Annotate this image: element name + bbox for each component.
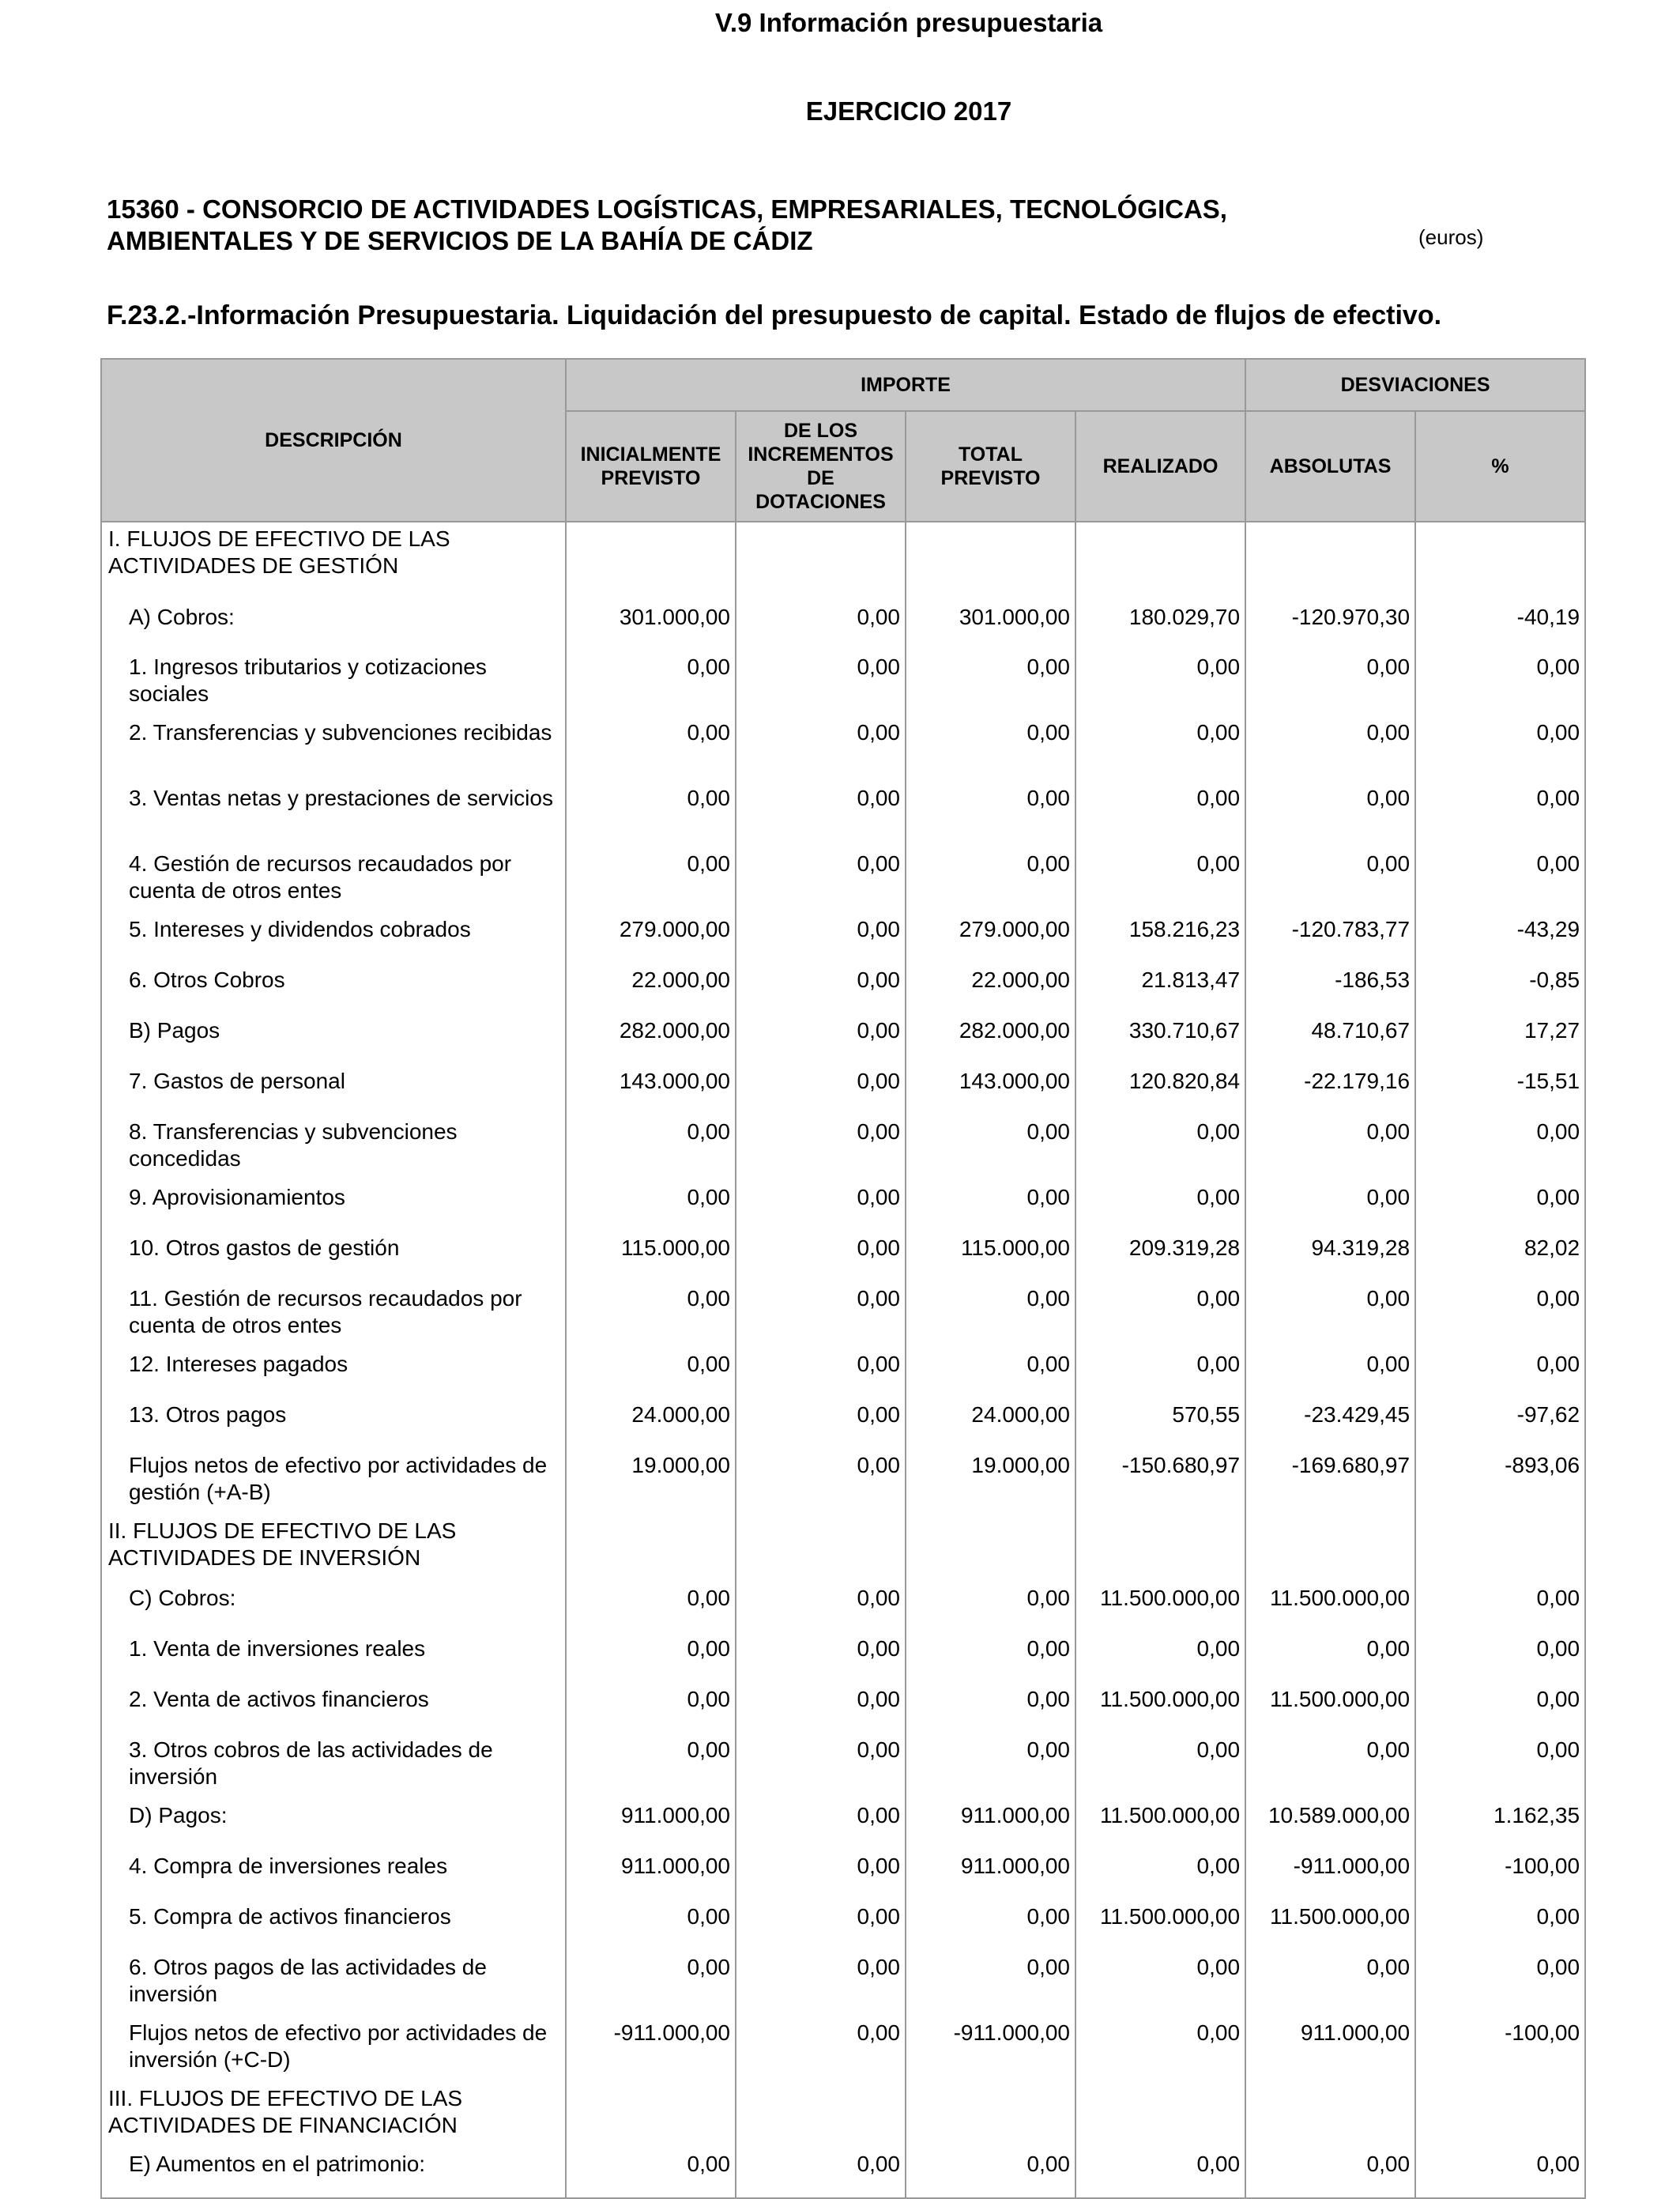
entity-name-line2: AMBIENTALES Y DE SERVICIOS DE LA BAHÍA DE CÁDIZ <box>107 226 813 255</box>
cell-inicialmente-previsto: 0,00 <box>566 1951 736 2016</box>
cell-desviacion-absoluta: 0,00 <box>1245 1115 1415 1181</box>
row-description <box>101 2148 566 2198</box>
header-total-previsto <box>906 411 1075 522</box>
cell-desviacion-absoluta: 0,00 <box>1245 1951 1415 2016</box>
table-row <box>101 601 1585 651</box>
row-description <box>101 1850 566 1900</box>
cell-inicialmente-previsto: 143.000,00 <box>566 1065 736 1115</box>
row-description <box>101 847 566 913</box>
table-row <box>101 1632 1585 1683</box>
cell-realizado: 0,00 <box>1075 1115 1245 1181</box>
cell-desviacion-porcentaje: 0,00 <box>1415 1683 1585 1733</box>
cell-incrementos-dotaciones: 0,00 <box>736 1348 906 1398</box>
table-row <box>101 1733 1585 1799</box>
cell-desviacion-porcentaje: 0,00 <box>1415 716 1585 782</box>
cell-desviacion-absoluta: 0,00 <box>1245 1733 1415 1799</box>
fiscal-year: EJERCICIO 2017 <box>805 96 1012 126</box>
cell-desviacion-absoluta <box>1245 522 1415 601</box>
cell-incrementos-dotaciones: 0,00 <box>736 1733 906 1799</box>
table-row <box>101 1683 1585 1733</box>
row-description-text: 1. Ingresos tributarios y cotizaciones sociales <box>129 654 487 706</box>
row-description <box>101 1514 566 1582</box>
cell-desviacion-porcentaje: 0,00 <box>1415 2148 1585 2198</box>
header-porcentaje: % <box>1415 411 1585 522</box>
cell-inicialmente-previsto: 0,00 <box>566 847 736 913</box>
row-description <box>101 1282 566 1348</box>
row-description-text: 8. Transferencias y subvenciones concedidas <box>129 1119 458 1171</box>
cell-desviacion-absoluta: -120.970,30 <box>1245 601 1415 651</box>
cell-realizado <box>1075 1514 1245 1582</box>
cell-incrementos-dotaciones: 0,00 <box>736 1398 906 1449</box>
cell-realizado: 0,00 <box>1075 1181 1245 1232</box>
cell-desviacion-porcentaje: 0,00 <box>1415 1632 1585 1683</box>
cell-total-previsto: 22.000,00 <box>906 964 1075 1014</box>
row-description-text: 7. Gastos de personal <box>129 1069 345 1093</box>
header-text: INICIALMENTE <box>580 443 721 466</box>
cell-desviacion-absoluta: 11.500.000,00 <box>1245 1582 1415 1632</box>
cell-incrementos-dotaciones: 0,00 <box>736 651 906 716</box>
row-description <box>101 1065 566 1115</box>
cell-total-previsto: 0,00 <box>906 1181 1075 1232</box>
cell-realizado: 120.820,84 <box>1075 1065 1245 1115</box>
table-row <box>101 2082 1585 2148</box>
table-row <box>101 964 1585 1014</box>
cell-realizado: 158.216,23 <box>1075 913 1245 964</box>
cell-desviacion-absoluta <box>1245 2082 1415 2148</box>
cell-incrementos-dotaciones: 0,00 <box>736 1115 906 1181</box>
cell-total-previsto: 0,00 <box>906 1900 1075 1951</box>
cell-realizado: 0,00 <box>1075 716 1245 782</box>
cell-desviacion-porcentaje: -0,85 <box>1415 964 1585 1014</box>
row-description-text: E) Aumentos en el patrimonio: <box>129 2152 426 2176</box>
cell-inicialmente-previsto: 22.000,00 <box>566 964 736 1014</box>
table-row <box>101 1850 1585 1900</box>
table-header <box>101 359 1585 522</box>
row-description-text: B) Pagos <box>129 1018 220 1043</box>
header-desviaciones: DESVIACIONES <box>1245 359 1585 411</box>
cell-desviacion-absoluta: 0,00 <box>1245 1282 1415 1348</box>
row-description-text: A) Cobros: <box>129 605 235 629</box>
table-row <box>101 2016 1585 2082</box>
cell-desviacion-porcentaje: -100,00 <box>1415 1850 1585 1900</box>
cell-total-previsto: 0,00 <box>906 651 1075 716</box>
row-description <box>101 1733 566 1799</box>
cell-total-previsto: 911.000,00 <box>906 1850 1075 1900</box>
cell-realizado: 0,00 <box>1075 1850 1245 1900</box>
units-label: (euros) <box>1418 225 1484 249</box>
table-row <box>101 1115 1585 1181</box>
cell-total-previsto: 0,00 <box>906 1348 1075 1398</box>
table-row <box>101 782 1585 847</box>
cell-inicialmente-previsto: 115.000,00 <box>566 1232 736 1282</box>
cell-desviacion-absoluta: 911.000,00 <box>1245 2016 1415 2082</box>
header-text: DE LOS <box>783 420 858 442</box>
row-description <box>101 1398 566 1449</box>
header-text: PREVISTO <box>601 467 701 489</box>
cell-total-previsto: 19.000,00 <box>906 1449 1075 1514</box>
cell-desviacion-absoluta: 0,00 <box>1245 847 1415 913</box>
cell-realizado: 0,00 <box>1075 1282 1245 1348</box>
table-row <box>101 1282 1585 1348</box>
row-description <box>101 1181 566 1232</box>
cell-inicialmente-previsto: 19.000,00 <box>566 1449 736 1514</box>
cell-desviacion-absoluta: 48.710,67 <box>1245 1014 1415 1065</box>
cell-total-previsto: 0,00 <box>906 1683 1075 1733</box>
row-description <box>101 1582 566 1632</box>
cell-inicialmente-previsto: -911.000,00 <box>566 2016 736 2082</box>
cell-total-previsto <box>906 1514 1075 1582</box>
cell-total-previsto: 24.000,00 <box>906 1398 1075 1449</box>
row-description-text: I. FLUJOS DE EFECTIVO DE LAS ACTIVIDADES DE GESTIÓN <box>108 526 450 578</box>
cell-desviacion-porcentaje <box>1415 1514 1585 1582</box>
cell-realizado: 570,55 <box>1075 1398 1245 1449</box>
entity-name <box>107 194 1227 257</box>
row-description-text: Flujos netos de efectivo por actividades de gestión (+A-B) <box>129 1453 548 1504</box>
cell-incrementos-dotaciones: 0,00 <box>736 1449 906 1514</box>
cell-realizado: 0,00 <box>1075 2148 1245 2198</box>
cell-inicialmente-previsto: 0,00 <box>566 1582 736 1632</box>
row-description <box>101 1900 566 1951</box>
cell-incrementos-dotaciones: 0,00 <box>736 2148 906 2198</box>
cell-total-previsto: 0,00 <box>906 716 1075 782</box>
row-description-text: II. FLUJOS DE EFECTIVO DE LAS ACTIVIDADES DE INVERSIÓN <box>108 1518 457 1570</box>
cell-desviacion-absoluta: 0,00 <box>1245 1181 1415 1232</box>
cell-total-previsto: 143.000,00 <box>906 1065 1075 1115</box>
cell-inicialmente-previsto: 24.000,00 <box>566 1398 736 1449</box>
cell-inicialmente-previsto <box>566 2082 736 2148</box>
cell-desviacion-absoluta: -120.783,77 <box>1245 913 1415 964</box>
cell-desviacion-porcentaje: 0,00 <box>1415 1733 1585 1799</box>
cell-total-previsto: 0,00 <box>906 1733 1075 1799</box>
cell-incrementos-dotaciones: 0,00 <box>736 1850 906 1900</box>
cell-inicialmente-previsto: 0,00 <box>566 1115 736 1181</box>
row-description <box>101 964 566 1014</box>
cell-inicialmente-previsto: 0,00 <box>566 2148 736 2198</box>
table-row <box>101 1449 1585 1514</box>
cell-total-previsto: 0,00 <box>906 847 1075 913</box>
cell-incrementos-dotaciones <box>736 522 906 601</box>
cell-inicialmente-previsto <box>566 522 736 601</box>
cell-total-previsto: 0,00 <box>906 1582 1075 1632</box>
row-description-text: 2. Transferencias y subvenciones recibidas <box>129 720 552 745</box>
cell-desviacion-absoluta: 0,00 <box>1245 716 1415 782</box>
cell-desviacion-porcentaje: -100,00 <box>1415 2016 1585 2082</box>
cell-incrementos-dotaciones: 0,00 <box>736 2016 906 2082</box>
row-description-text: III. FLUJOS DE EFECTIVO DE LAS ACTIVIDADES DE FINANCIACIÓN <box>108 2086 463 2137</box>
row-description <box>101 1951 566 2016</box>
row-description <box>101 1683 566 1733</box>
cell-desviacion-porcentaje: -893,06 <box>1415 1449 1585 1514</box>
cash-flow-table <box>100 358 1586 2199</box>
cell-total-previsto: 0,00 <box>906 1115 1075 1181</box>
section-title: V.9 Información presupuestaria <box>714 8 1103 37</box>
cell-desviacion-porcentaje: 0,00 <box>1415 1282 1585 1348</box>
cell-desviacion-absoluta: 0,00 <box>1245 651 1415 716</box>
cell-total-previsto: -911.000,00 <box>906 2016 1075 2082</box>
row-description-text: 6. Otros Cobros <box>129 967 285 992</box>
cell-incrementos-dotaciones <box>736 2082 906 2148</box>
cell-desviacion-absoluta: -911.000,00 <box>1245 1850 1415 1900</box>
cell-total-previsto: 0,00 <box>906 1632 1075 1683</box>
row-description-text: D) Pagos: <box>129 1803 228 1827</box>
table-row <box>101 1181 1585 1232</box>
cell-realizado: 0,00 <box>1075 1951 1245 2016</box>
row-description-text: 11. Gestión de recursos recaudados por cuenta de otros entes <box>129 1286 522 1337</box>
cell-inicialmente-previsto: 282.000,00 <box>566 1014 736 1065</box>
table-row <box>101 847 1585 913</box>
cell-desviacion-porcentaje: 0,00 <box>1415 782 1585 847</box>
table-row <box>101 1900 1585 1951</box>
row-description <box>101 1449 566 1514</box>
cell-realizado: 330.710,67 <box>1075 1014 1245 1065</box>
cell-incrementos-dotaciones: 0,00 <box>736 1014 906 1065</box>
cell-inicialmente-previsto: 0,00 <box>566 1900 736 1951</box>
cell-desviacion-porcentaje <box>1415 522 1585 601</box>
cell-inicialmente-previsto: 911.000,00 <box>566 1850 736 1900</box>
header-text: DOTACIONES <box>755 491 886 513</box>
cell-incrementos-dotaciones: 0,00 <box>736 964 906 1014</box>
cell-inicialmente-previsto: 911.000,00 <box>566 1799 736 1850</box>
cell-realizado: 0,00 <box>1075 651 1245 716</box>
cell-realizado: 0,00 <box>1075 1733 1245 1799</box>
cell-desviacion-absoluta <box>1245 1514 1415 1582</box>
cell-total-previsto: 301.000,00 <box>906 601 1075 651</box>
row-description <box>101 1799 566 1850</box>
cell-desviacion-porcentaje: -43,29 <box>1415 913 1585 964</box>
cell-total-previsto: 0,00 <box>906 2148 1075 2198</box>
cell-desviacion-absoluta: 10.589.000,00 <box>1245 1799 1415 1850</box>
row-description-text: 5. Compra de activos financieros <box>129 1904 451 1929</box>
row-description <box>101 651 566 716</box>
cell-total-previsto: 115.000,00 <box>906 1232 1075 1282</box>
table-body <box>101 522 1585 2198</box>
cell-desviacion-absoluta: 94.319,28 <box>1245 1232 1415 1282</box>
row-description-text: Flujos netos de efectivo por actividades de inversión (+C-D) <box>129 2020 548 2072</box>
cell-desviacion-porcentaje: 0,00 <box>1415 1115 1585 1181</box>
cell-inicialmente-previsto: 0,00 <box>566 1632 736 1683</box>
table-row <box>101 651 1585 716</box>
cell-realizado: 0,00 <box>1075 1348 1245 1398</box>
table-row <box>101 1799 1585 1850</box>
cell-realizado <box>1075 522 1245 601</box>
cell-desviacion-porcentaje: 82,02 <box>1415 1232 1585 1282</box>
cell-realizado: 0,00 <box>1075 1632 1245 1683</box>
row-description-text: 9. Aprovisionamientos <box>129 1185 345 1209</box>
cell-total-previsto: 0,00 <box>906 782 1075 847</box>
cell-incrementos-dotaciones: 0,00 <box>736 1065 906 1115</box>
row-description-text: 5. Intereses y dividendos cobrados <box>129 917 471 941</box>
cell-desviacion-absoluta: 0,00 <box>1245 782 1415 847</box>
table-row <box>101 716 1585 782</box>
cell-inicialmente-previsto: 301.000,00 <box>566 601 736 651</box>
cell-desviacion-absoluta: 11.500.000,00 <box>1245 1683 1415 1733</box>
entity-name-line1: 15360 - CONSORCIO DE ACTIVIDADES LOGÍSTICAS, EMPRESARIALES, TECNOLÓGICAS, <box>107 194 1227 224</box>
header-realizado: REALIZADO <box>1075 411 1245 522</box>
cell-desviacion-porcentaje: -15,51 <box>1415 1065 1585 1115</box>
cell-realizado: 0,00 <box>1075 2016 1245 2082</box>
row-description-text: 4. Gestión de recursos recaudados por cuenta de otros entes <box>129 851 512 903</box>
row-description <box>101 1632 566 1683</box>
cell-realizado: 11.500.000,00 <box>1075 1582 1245 1632</box>
row-description-text: 12. Intereses pagados <box>129 1352 348 1376</box>
cell-inicialmente-previsto <box>566 1514 736 1582</box>
cell-incrementos-dotaciones: 0,00 <box>736 1951 906 2016</box>
cell-incrementos-dotaciones: 0,00 <box>736 1900 906 1951</box>
table-row <box>101 913 1585 964</box>
cell-incrementos-dotaciones: 0,00 <box>736 1683 906 1733</box>
header-descripcion: DESCRIPCIÓN <box>101 359 566 522</box>
cell-desviacion-absoluta: -23.429,45 <box>1245 1398 1415 1449</box>
cell-incrementos-dotaciones: 0,00 <box>736 782 906 847</box>
cell-desviacion-porcentaje: 0,00 <box>1415 1582 1585 1632</box>
table-row <box>101 1951 1585 2016</box>
cell-incrementos-dotaciones: 0,00 <box>736 1282 906 1348</box>
cell-total-previsto: 282.000,00 <box>906 1014 1075 1065</box>
header-text: PREVISTO <box>940 467 1041 489</box>
cell-realizado: 0,00 <box>1075 847 1245 913</box>
cell-inicialmente-previsto: 279.000,00 <box>566 913 736 964</box>
cell-inicialmente-previsto: 0,00 <box>566 1282 736 1348</box>
cell-total-previsto: 0,00 <box>906 1282 1075 1348</box>
cell-incrementos-dotaciones: 0,00 <box>736 1632 906 1683</box>
row-description-text: 3. Ventas netas y prestaciones de servicios <box>129 786 553 810</box>
cell-inicialmente-previsto: 0,00 <box>566 1348 736 1398</box>
row-description <box>101 522 566 601</box>
row-description-text: 6. Otros pagos de las actividades de inversión <box>129 1955 487 2006</box>
row-description-text: 4. Compra de inversiones reales <box>129 1854 448 1878</box>
cell-desviacion-absoluta: -186,53 <box>1245 964 1415 1014</box>
row-description <box>101 1348 566 1398</box>
table-row <box>101 1014 1585 1065</box>
cell-inicialmente-previsto: 0,00 <box>566 716 736 782</box>
cell-incrementos-dotaciones: 0,00 <box>736 1181 906 1232</box>
cell-incrementos-dotaciones: 0,00 <box>736 601 906 651</box>
row-description <box>101 2082 566 2148</box>
cell-realizado: 0,00 <box>1075 782 1245 847</box>
cell-inicialmente-previsto: 0,00 <box>566 1733 736 1799</box>
row-description <box>101 1232 566 1282</box>
cell-desviacion-porcentaje: 0,00 <box>1415 1900 1585 1951</box>
cell-realizado: 11.500.000,00 <box>1075 1799 1245 1850</box>
header-incrementos-dotaciones <box>736 411 906 522</box>
cell-total-previsto: 0,00 <box>906 1951 1075 2016</box>
cell-incrementos-dotaciones: 0,00 <box>736 1799 906 1850</box>
cell-desviacion-porcentaje: 0,00 <box>1415 1181 1585 1232</box>
cell-realizado: 11.500.000,00 <box>1075 1683 1245 1733</box>
cell-desviacion-absoluta: 0,00 <box>1245 1632 1415 1683</box>
header-inicialmente-previsto <box>566 411 736 522</box>
cell-realizado: 180.029,70 <box>1075 601 1245 651</box>
cell-desviacion-absoluta: -169.680,97 <box>1245 1449 1415 1514</box>
row-description <box>101 913 566 964</box>
cell-total-previsto: 911.000,00 <box>906 1799 1075 1850</box>
cell-desviacion-porcentaje: -40,19 <box>1415 601 1585 651</box>
cell-inicialmente-previsto: 0,00 <box>566 782 736 847</box>
table-row <box>101 522 1585 601</box>
cell-desviacion-porcentaje: 0,00 <box>1415 1348 1585 1398</box>
header-text: INCREMENTOS <box>748 443 894 466</box>
cell-desviacion-porcentaje: 0,00 <box>1415 651 1585 716</box>
row-description <box>101 782 566 847</box>
form-title: F.23.2.-Información Presupuestaria. Liquidación del presupuesto de capital. Estado de flujos de efectivo. <box>107 300 1442 330</box>
cell-desviacion-absoluta: 11.500.000,00 <box>1245 1900 1415 1951</box>
row-description <box>101 2016 566 2082</box>
cell-realizado: 209.319,28 <box>1075 1232 1245 1282</box>
header-absolutas: ABSOLUTAS <box>1245 411 1415 522</box>
table-row <box>101 1582 1585 1632</box>
row-description-text: C) Cobros: <box>129 1586 236 1610</box>
cell-desviacion-porcentaje: 17,27 <box>1415 1014 1585 1065</box>
table-row <box>101 1398 1585 1449</box>
cell-incrementos-dotaciones: 0,00 <box>736 1582 906 1632</box>
header-text: TOTAL <box>958 443 1023 466</box>
row-description <box>101 716 566 782</box>
cell-desviacion-absoluta: 0,00 <box>1245 1348 1415 1398</box>
cell-total-previsto <box>906 2082 1075 2148</box>
table-row <box>101 1232 1585 1282</box>
cell-realizado: -150.680,97 <box>1075 1449 1245 1514</box>
cell-realizado <box>1075 2082 1245 2148</box>
cell-total-previsto: 279.000,00 <box>906 913 1075 964</box>
cell-inicialmente-previsto: 0,00 <box>566 1181 736 1232</box>
header-text: DE <box>807 467 834 489</box>
table-row <box>101 1514 1585 1582</box>
row-description <box>101 601 566 651</box>
cell-desviacion-porcentaje: 0,00 <box>1415 1951 1585 2016</box>
row-description-text: 13. Otros pagos <box>129 1402 287 1427</box>
cell-desviacion-absoluta: -22.179,16 <box>1245 1065 1415 1115</box>
table-row <box>101 1348 1585 1398</box>
cell-desviacion-porcentaje <box>1415 2082 1585 2148</box>
row-description-text: 10. Otros gastos de gestión <box>129 1235 400 1260</box>
row-description-text: 3. Otros cobros de las actividades de inversión <box>129 1737 493 1789</box>
table-row <box>101 1065 1585 1115</box>
table-row <box>101 2148 1585 2198</box>
cell-incrementos-dotaciones <box>736 1514 906 1582</box>
cell-incrementos-dotaciones: 0,00 <box>736 716 906 782</box>
cell-inicialmente-previsto: 0,00 <box>566 1683 736 1733</box>
cell-incrementos-dotaciones: 0,00 <box>736 847 906 913</box>
cell-incrementos-dotaciones: 0,00 <box>736 913 906 964</box>
cell-desviacion-absoluta: 0,00 <box>1245 2148 1415 2198</box>
header-importe: IMPORTE <box>566 359 1245 411</box>
row-description-text: 2. Venta de activos financieros <box>129 1687 429 1711</box>
row-description <box>101 1115 566 1181</box>
row-description-text: 1. Venta de inversiones reales <box>129 1636 426 1661</box>
cell-total-previsto <box>906 522 1075 601</box>
cell-desviacion-porcentaje: -97,62 <box>1415 1398 1585 1449</box>
cell-realizado: 11.500.000,00 <box>1075 1900 1245 1951</box>
row-description <box>101 1014 566 1065</box>
cell-realizado: 21.813,47 <box>1075 964 1245 1014</box>
cell-desviacion-porcentaje: 1.162,35 <box>1415 1799 1585 1850</box>
cell-desviacion-porcentaje: 0,00 <box>1415 847 1585 913</box>
cell-inicialmente-previsto: 0,00 <box>566 651 736 716</box>
cell-incrementos-dotaciones: 0,00 <box>736 1232 906 1282</box>
